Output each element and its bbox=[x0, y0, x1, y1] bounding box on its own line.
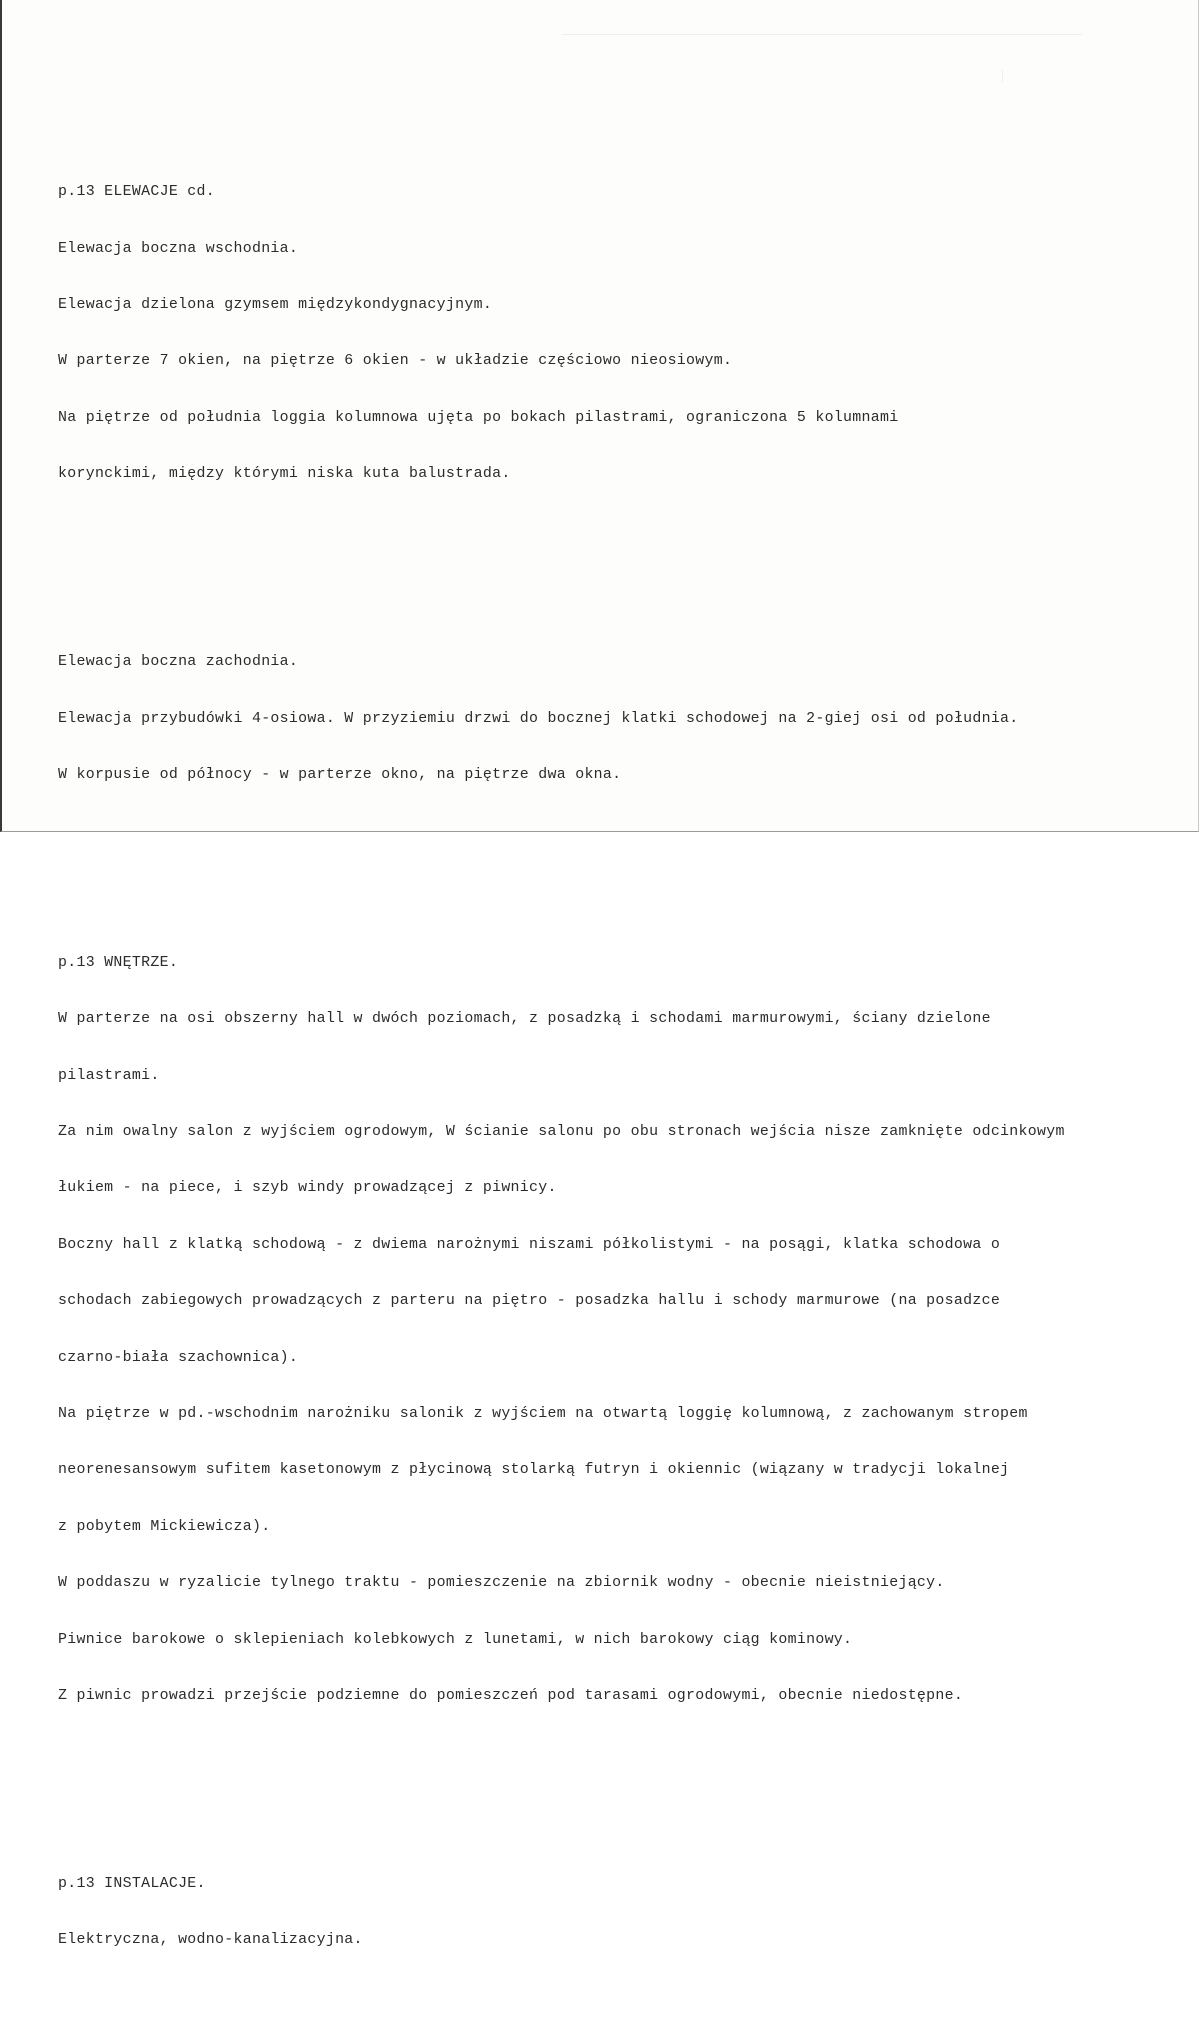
text-line: Elewacja dzielona gzymsem międzykondygnacyjnym. bbox=[58, 296, 493, 313]
text-line: pilastrami. bbox=[58, 1067, 160, 1084]
section-heading: p.13 ELEWACJE cd. bbox=[58, 184, 216, 201]
section-wnetrze bbox=[58, 916, 1178, 1743]
document-text bbox=[58, 108, 1178, 2025]
text-line: czarno-biała szachownica). bbox=[58, 1349, 299, 1366]
section-elewacja-wschodnia bbox=[58, 146, 1178, 522]
section-heading: p.13 WNĘTRZE. bbox=[58, 954, 179, 971]
text-line: Elewacja boczna wschodnia. bbox=[58, 240, 299, 257]
text-line: Boczny hall z klatką schodową - z dwiema narożnymi niszami półkolistymi - na posągi, klatka schodowa o bbox=[58, 1236, 1001, 1253]
paragraph-gap bbox=[58, 1781, 1178, 1800]
text-line: Elewacja boczna zachodnia. bbox=[58, 654, 299, 671]
paragraph-gap bbox=[58, 559, 1178, 578]
text-line: Za nim owalny salon z wyjściem ogrodowym, W ścianie salonu po obu stronach wejścia nisze zamknięte odcinkowym bbox=[58, 1124, 1065, 1141]
text-line: z pobytem Mickiewicza). bbox=[58, 1518, 271, 1535]
text-line: W korpusie od północy - w parterze okno, na piętrze dwa okna. bbox=[58, 766, 622, 783]
faint-show-through-mark bbox=[562, 34, 1082, 35]
text-line: Na piętrze w pd.-wschodnim narożniku salonik z wyjściem na otwartą loggię kolumnową, z zachowanym stropem bbox=[58, 1405, 1028, 1422]
text-line: neorenesansowym sufitem kasetonowym z płycinową stolarką futryn i okiennic (wiązany w tradycji lokalnej bbox=[58, 1462, 1010, 1479]
faint-show-through-mark bbox=[1002, 70, 1003, 82]
text-line: W parterze na osi obszerny hall w dwóch poziomach, z posadzką i schodami marmurowymi, ściany dzielone bbox=[58, 1011, 991, 1028]
text-line: Piwnice barokowe o sklepieniach kolebkowych z lunetami, w nich barokowy ciąg kominowy. bbox=[58, 1631, 853, 1648]
paragraph-gap bbox=[58, 860, 1178, 879]
text-line: Na piętrze od południa loggia kolumnowa ujęta po bokach pilastrami, ograniczona 5 kolumnami bbox=[58, 409, 899, 426]
section-instalacje bbox=[58, 1837, 1178, 1987]
text-line: Elewacja przybudówki 4-osiowa. W przyziemiu drzwi do bocznej klatki schodowej na 2-giej osi od południa. bbox=[58, 710, 1019, 727]
text-line: W poddaszu w ryzalicie tylnego traktu - pomieszczenie na zbiornik wodny - obecnie nieistniejący. bbox=[58, 1575, 945, 1592]
text-line: Z piwnic prowadzi przejście podziemne do pomieszczeń pod tarasami ogrodowymi, obecnie niedostępne. bbox=[58, 1687, 964, 1704]
section-elewacja-zachodnia bbox=[58, 616, 1178, 823]
text-line: schodach zabiegowych prowadzących z parteru na piętro - posadzka hallu i schody marmurowe (na posadzce bbox=[58, 1293, 1001, 1310]
text-line: korynckimi, między którymi niska kuta balustrada. bbox=[58, 466, 511, 483]
text-line: W parterze 7 okien, na piętrze 6 okien - w układzie częściowo nieosiowym. bbox=[58, 353, 733, 370]
section-heading: p.13 INSTALACJE. bbox=[58, 1875, 206, 1892]
text-line: Elektryczna, wodno-kanalizacyjna. bbox=[58, 1932, 363, 1949]
text-line: łukiem - na piece, i szyb windy prowadzącej z piwnicy. bbox=[58, 1180, 557, 1197]
